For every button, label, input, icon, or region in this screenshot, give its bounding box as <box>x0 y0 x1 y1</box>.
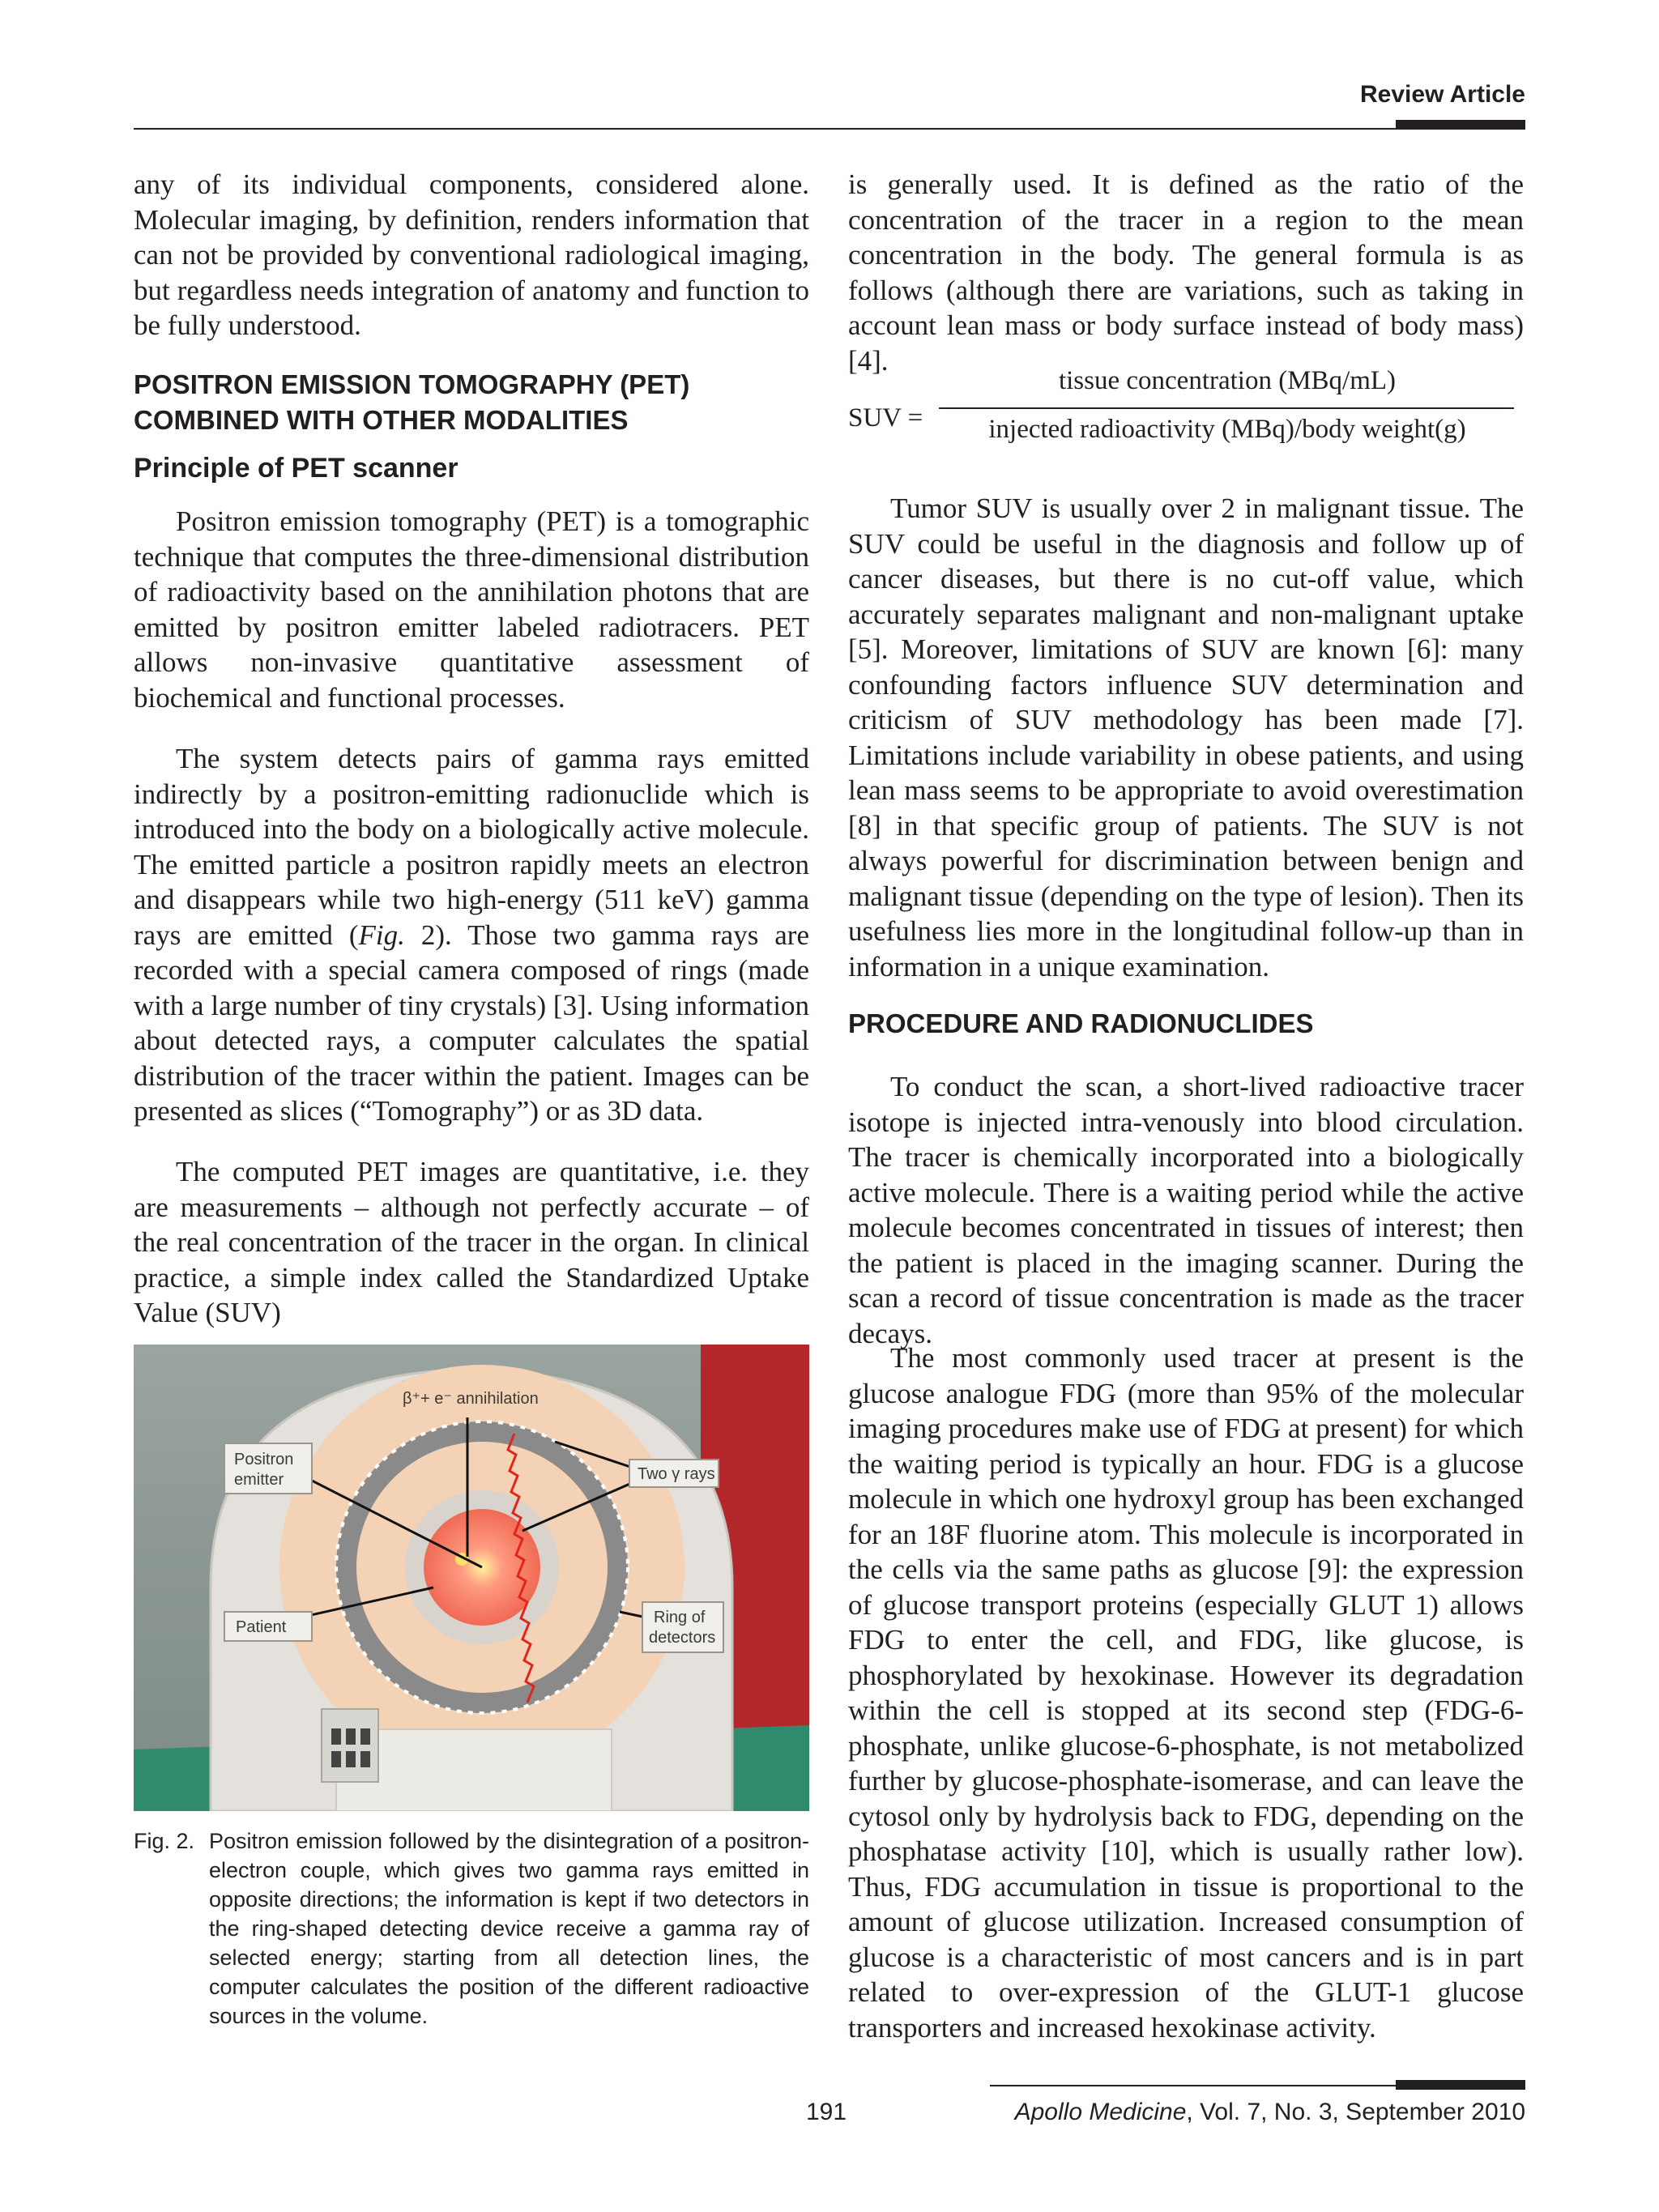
label-ring-of: Ring of <box>654 1609 706 1626</box>
caption-label: Fig. 2. <box>134 1829 195 1853</box>
formula-lhs: SUV = <box>848 403 923 433</box>
journal-name: Apollo Medicine <box>1014 2099 1187 2125</box>
paragraph-pet-intro: Positron emission tomography (PET) is a tomographic technique that computes the three-dimensional distribution of radioactivity based on the annihilation photons that are emitted by positron emitter labeled radiotracers. PET allows non-invasive quantitative assessment of biochemical and functional processes. <box>134 505 809 714</box>
label-detectors: detectors <box>649 1629 716 1647</box>
journal-citation <box>1015 2099 1525 2126</box>
label-two-gamma-rays: Two γ rays <box>638 1465 715 1483</box>
footer-rule <box>990 2085 1525 2086</box>
label-annihilation: β⁺+ e⁻ annihilation <box>403 1390 539 1408</box>
label-emitter: emitter <box>234 1471 284 1489</box>
page-number: 191 <box>806 2099 847 2125</box>
figure-reference[interactable]: Fig. <box>358 918 405 951</box>
running-head: Review Article <box>1360 81 1525 108</box>
formula-numerator: tissue concentration (MBq/mL) <box>1058 366 1397 395</box>
caption-text: Positron emission followed by the disintegration of a positron-electron couple, which gives two gamma rays emitted in opposite directions; the information is kept if two detectors in the ring-shaped detecting device receive a gamma ray of selected energy; starting from all detection lines, the computer calculates the position of the different radioactive sources in the volume. <box>209 1829 809 2028</box>
paragraph-gamma-rays <box>134 741 809 1129</box>
text-segment: 2). Those two gamma rays are recorded with a special camera composed of rings (made with a large number of tiny crystals) [3]. Using information about detected rays, a computer calculates the spatial distribution of the tracer within the patient. Images can be presented as slices (“Tomography”) or as 3D data. <box>134 918 809 1127</box>
pet-scanner-figure <box>134 1345 809 1811</box>
fraction-bar <box>939 407 1514 409</box>
paragraph-suv: Tumor SUV is usually over 2 in malignant tissue. The SUV could be useful in the diagnosis and follow up of cancer diseases, but there is no cut-off value, which accurately separates malignant and non-malignant uptake [5]. Moreover, limitations of SUV are known [6]: many confounding factors influence SUV determination and criticism of SUV methodology has been made [7]. Limitations include variability in obese patients, and using lean mass seems to be appropriate to avoid overestimation [8] in that specific group of patients. The SUV is not always powerful for discrimination between benign and malignant tissue (depending on the type of lesion). Then its usefulness lies more in the longitudinal follow-up than in information in a unique examination. <box>848 492 1524 982</box>
paragraph-procedure: To conduct the scan, a short-lived radioactive tracer isotope is injected intra-venously into blood circulation. The tracer is chemically incorporated into a biologically active molecule. There is a waiting period while the active molecule becomes concentrated in tissues of interest; then the patient is placed in the imaging scanner. During the scan a record of tissue concentration is made as the tracer decays. <box>848 1071 1524 1349</box>
section-heading-pet: POSITRON EMISSION TOMOGRAPHY (PET) COMBINED WITH OTHER MODALITIES <box>134 369 690 435</box>
journal-issue: , Vol. 7, No. 3, September 2010 <box>1186 2099 1525 2125</box>
paragraph-quantitative: The computed PET images are quantitative, i.e. they are measurements – although not perfectly accurate – of the real concentration of the tracer in the organ. In clinical practice, a simple index called the Standardized Uptake Value (SUV) <box>134 1156 809 1328</box>
formula-denominator: injected radioactivity (MBq)/body weight(g) <box>988 415 1466 444</box>
pet-scanner-illustration <box>134 1345 809 1811</box>
paragraph-continuation-left: any of its individual components, considered alone. Molecular imaging, by definition, renders information that can not be provided by conventional radiological imaging, but regardless needs integration of anatomy and function to be fully understood. <box>134 168 809 341</box>
header-rule <box>134 128 1525 130</box>
subheading-principle: Principle of PET scanner <box>134 453 458 484</box>
paragraph-fdg: The most commonly used tracer at present is the glucose analogue FDG (more than 95% of the molecular imaging procedures make use of FDG at present) for which the waiting period is typically an hour. FDG is a glucose molecule in which one hydroxyl group has been exchanged for an 18F fluorine atom. This molecule is incorporated in the cells via the same paths as glucose [9]: the expression of glucose transport proteins (especially GLUT 1) allows FDG to enter the cell, and FDG, like glucose, is phosphorylated by hexokinase. However its degradation within the cell is stopped at its second step (FDG-6-phosphate, unlike glucose-6-phosphate, is not metabolized further by glucose-phosphate-isomerase, and can leave the cytosol only by hydrolysis back to FDG, depending on the phosphatase activity [10], which is usually rather low). Thus, FDG accumulation in tissue is proportional to the amount of glucose utilization. Increased consumption of glucose is a characteristic of most cancers and is in part related to over-expression of the GLUT-1 glucose transporters and increased hexokinase activity. <box>848 1342 1524 2044</box>
suv-formula <box>848 363 1524 460</box>
text-segment: The system detects pairs of gamma rays emitted indirectly by a positron-emitting radionuclide which is introduced into the body on a biologically active molecule. The emitted particle a positron rapidly meets an electron and disappears while two high-energy (511 keV) gamma rays are emitted ( <box>134 743 809 951</box>
paragraph-continuation-right: is generally used. It is defined as the ratio of the concentration of the tracer in a region to the mean concentration in the body. The general formula is as follows (although there are variations, such as taking in account lean mass or body surface instead of body mass) [4]. <box>848 168 1524 377</box>
label-patient: Patient <box>236 1618 287 1636</box>
label-positron: Positron <box>234 1451 294 1468</box>
section-heading-procedure: PROCEDURE AND RADIONUCLIDES <box>848 1008 1314 1038</box>
